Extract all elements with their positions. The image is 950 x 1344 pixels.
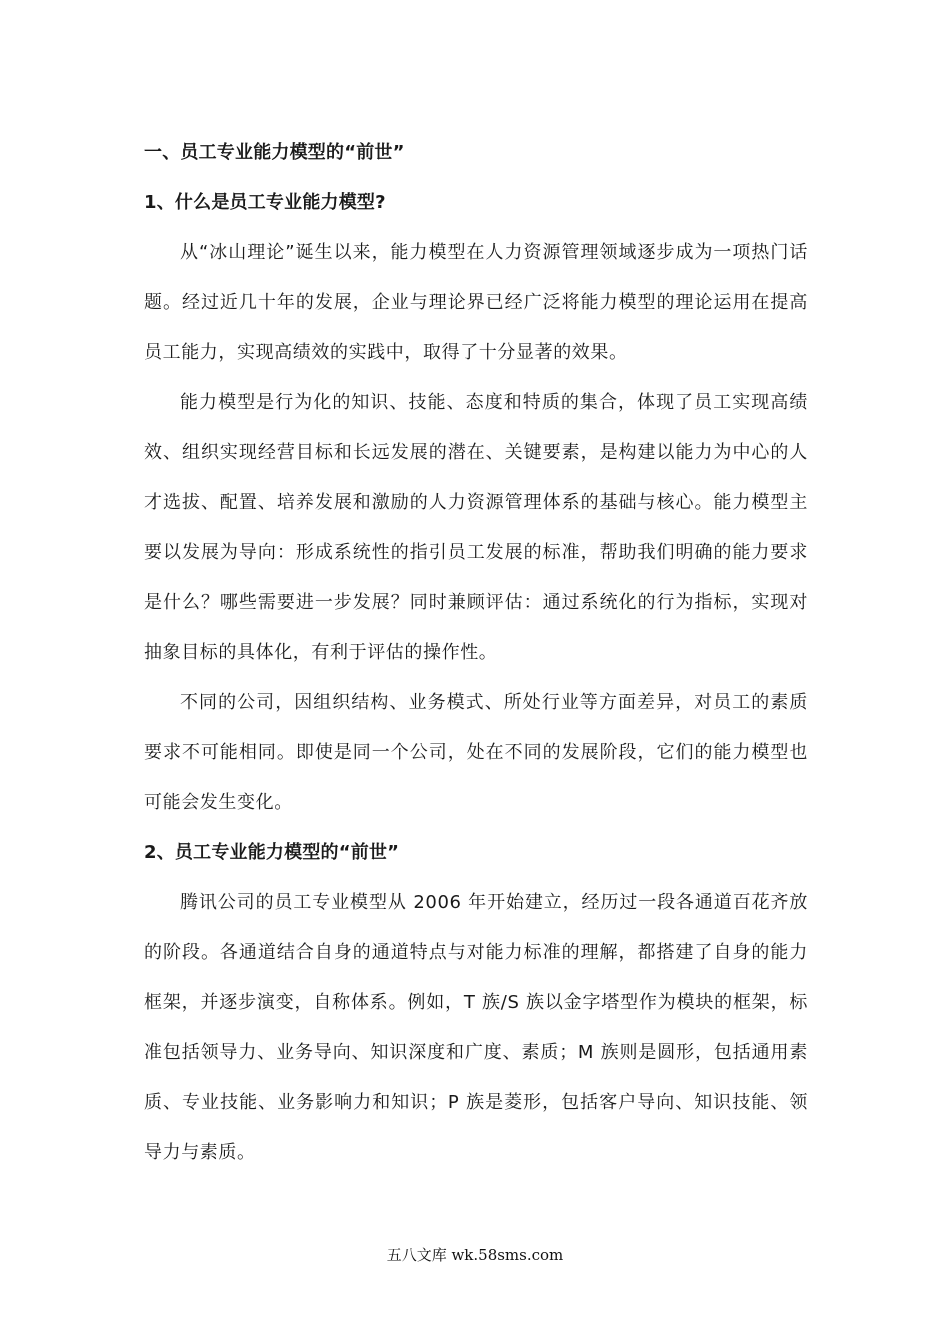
footer-watermark: 五八文库 wk.58sms.com: [386, 1246, 564, 1264]
paragraph-tencent-history: 腾讯公司的员工专业模型从 2006 年开始建立，经历过一段各通道百花齐放的阶段。各通道结合自身的通道特点与对能力标准的理解，都搭建了自身的能力框架，并逐步演变，自称体系。例如，T 族/S 族以金字塔型作为模块的框架，标准包括领导力、业务导向、知识深度和广度、素质；M 族则是圆形，包括通用素质、专业技能、业务影响力和知识；P 族是菱形，包括客户导向、知识技能、领导力与素质。: [144, 892, 808, 1163]
subsection-heading-2: 2、员工专业能力模型的“前世”: [144, 842, 400, 863]
paragraph-company-differences: 不同的公司，因组织结构、业务模式、所处行业等方面差异，对员工的素质要求不可能相同。即使是同一个公司，处在不同的发展阶段，它们的能力模型也可能会发生变化。: [144, 692, 808, 813]
section-heading: 一、员工专业能力模型的“前世”: [144, 142, 405, 163]
document-body: [144, 128, 808, 1178]
paragraph-iceberg-theory: 从“冰山理论”诞生以来，能力模型在人力资源管理领域逐步成为一项热门话题。经过近几十年的发展，企业与理论界已经广泛将能力模型的理论运用在提高员工能力，实现高绩效的实践中，取得了十分显著的效果。: [144, 242, 808, 363]
subsection-heading-1: 1、什么是员工专业能力模型?: [144, 192, 386, 213]
paragraph-model-definition: 能力模型是行为化的知识、技能、态度和特质的集合，体现了员工实现高绩效、组织实现经营目标和长远发展的潜在、关键要素，是构建以能力为中心的人才选拔、配置、培养发展和激励的人力资源管理体系的基础与核心。能力模型主要以发展为导向：形成系统性的指引员工发展的标准，帮助我们明确的能力要求是什么？哪些需要进一步发展？同时兼顾评估：通过系统化的行为指标，实现对抽象目标的具体化，有利于评估的操作性。: [144, 392, 808, 663]
